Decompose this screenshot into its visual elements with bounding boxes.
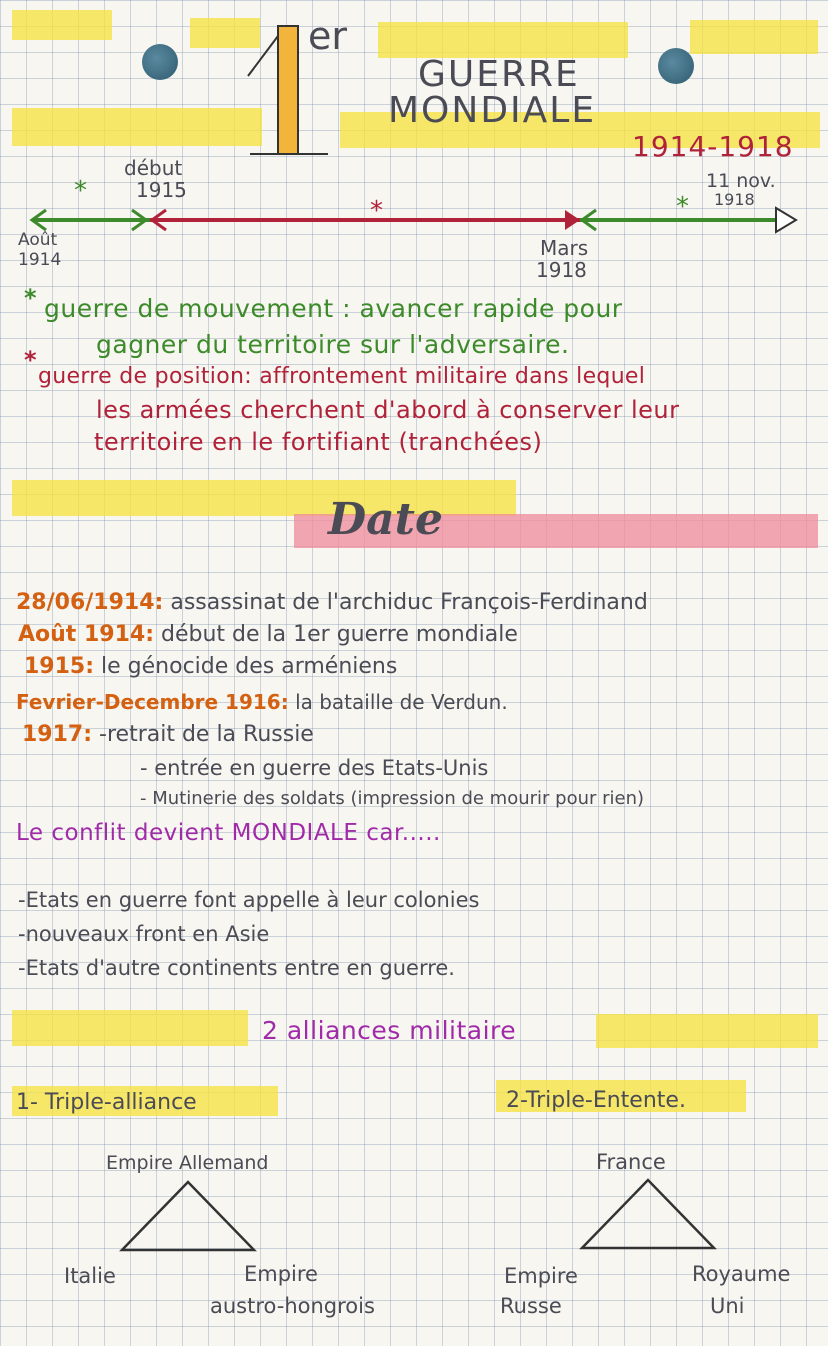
date-entry: 28/06/1914: assassinat de l'archiduc François-Ferdinand: [16, 590, 648, 615]
section-title-date: Date: [328, 494, 443, 545]
binder-hole-left: [142, 44, 178, 80]
timeline-star: *: [74, 176, 87, 206]
conflict-statement: Le conflit devient MONDIALE car.....: [16, 820, 441, 846]
years-label: 1914-1918: [632, 130, 794, 163]
highlight: [12, 108, 262, 146]
highlight: [690, 20, 818, 54]
definition-position: les armées cherchent d'abord à conserver leur: [96, 396, 680, 424]
definition-star: *: [24, 346, 37, 374]
timeline-label: 11 nov.: [706, 170, 776, 192]
timeline-label: 1918: [536, 258, 587, 282]
date-sub-entry: - Mutinerie des soldats (impression de mourir pour rien): [140, 788, 645, 809]
triple-alliance-label: 1- Triple-alliance: [16, 1090, 197, 1115]
triangle-triple-entente: [576, 1176, 722, 1256]
alliance-member: Empire Allemand: [106, 1152, 269, 1174]
definition-mouvement: guerre de mouvement : avancer rapide pour: [44, 294, 623, 323]
alliance-member: Empire: [504, 1264, 578, 1288]
binder-hole-right: [658, 48, 694, 84]
definition-position: territoire en le fortifiant (tranchées): [94, 428, 543, 456]
definition-position: guerre de position: affrontement militaire dans lequel: [38, 364, 646, 389]
date-entry: Août 1914: début de la 1er guerre mondiale: [18, 622, 518, 647]
alliance-member: France: [596, 1150, 666, 1174]
alliance-member: Royaume: [692, 1262, 791, 1286]
timeline-label: 1915: [136, 178, 187, 202]
reason-item: -Etats d'autre continents entre en guerre.: [18, 956, 455, 980]
alliance-member: austro-hongrois: [210, 1294, 375, 1318]
highlight: [378, 22, 628, 58]
date-entry: 1915: le génocide des arméniens: [24, 654, 398, 679]
page-title-line-1: GUERRE: [418, 54, 580, 95]
triple-entente-label: 2-Triple-Entente.: [506, 1088, 686, 1113]
alliance-member: Russe: [500, 1294, 562, 1318]
date-sub-entry: - entrée en guerre des Etats-Unis: [140, 756, 489, 780]
timeline-star: *: [676, 192, 689, 222]
reason-item: -Etats en guerre font appelle à leur colonies: [18, 888, 480, 912]
highlight: [12, 10, 112, 40]
definition-mouvement: gagner du territoire sur l'adversaire.: [96, 330, 570, 359]
page-title-line-2: MONDIALE: [388, 90, 597, 131]
alliance-member: Italie: [64, 1264, 116, 1288]
definition-star: *: [24, 284, 37, 312]
timeline-label: 1918: [714, 190, 755, 209]
reason-item: -nouveaux front en Asie: [18, 922, 270, 946]
highlight: [12, 1010, 248, 1046]
title-superscript: er: [308, 14, 348, 58]
timeline-label: Août: [18, 230, 58, 250]
section-title-alliances: 2 alliances militaire: [262, 1016, 517, 1045]
timeline-label: Mars: [540, 236, 589, 260]
triangle-triple-alliance: [116, 1178, 262, 1258]
highlight: [596, 1014, 818, 1048]
timeline-label: 1914: [18, 250, 62, 270]
timeline-star: *: [370, 196, 383, 226]
alliance-member: Empire: [244, 1262, 318, 1286]
alliance-member: Uni: [710, 1294, 745, 1318]
date-entry: Fevrier-Decembre 1916: la bataille de Verdun.: [16, 690, 508, 714]
timeline-label: début: [124, 156, 183, 180]
date-entry: 1917: -retrait de la Russie: [22, 722, 314, 747]
